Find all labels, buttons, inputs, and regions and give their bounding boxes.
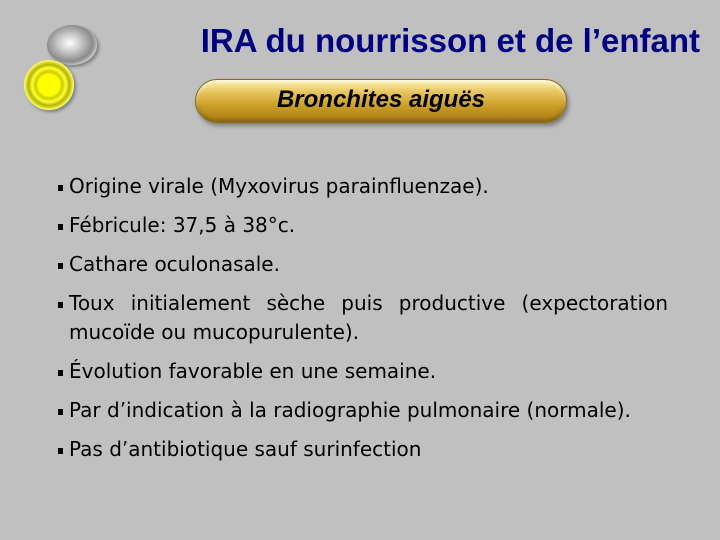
decorative-yellow-circle-icon [24,60,74,110]
bullet-square-icon [58,409,63,415]
bullet-list [58,172,668,464]
bullet-item [58,250,668,279]
bullet-text: Fébricule: 37,5 à 38°c. [69,213,296,237]
bullet-text: Évolution favorable en une semaine. [69,359,437,383]
bullet-text: Origine virale (Myxovirus parainfluenzae). [69,174,489,198]
bullet-item [58,211,668,240]
bullet-text: Pas d’antibiotique sauf surinfection [69,437,422,461]
bullet-text: Toux initialement sèche puis productive (expectoration mucoïde ou mucopurulente). [69,291,668,344]
slide-title: IRA du nourrisson et de l’enfant [200,22,700,59]
subtitle-text: Bronchites aiguës [276,86,486,113]
bullet-text: Par d’indication à la radiographie pulmonaire (normale). [69,398,631,422]
bullet-square-icon [58,302,63,308]
bullet-square-icon [58,185,63,191]
bullet-square-icon [58,370,63,376]
bullet-square-icon [58,263,63,269]
bullet-text: Cathare oculonasale. [69,252,280,276]
bullet-square-icon [58,224,63,230]
decorative-gray-circle-icon [47,25,97,65]
bullet-item [58,357,668,386]
bullet-item [58,289,668,347]
bullet-item [58,435,668,464]
bullet-item [58,396,668,425]
bullet-item [58,172,668,201]
bullet-square-icon [58,448,63,454]
